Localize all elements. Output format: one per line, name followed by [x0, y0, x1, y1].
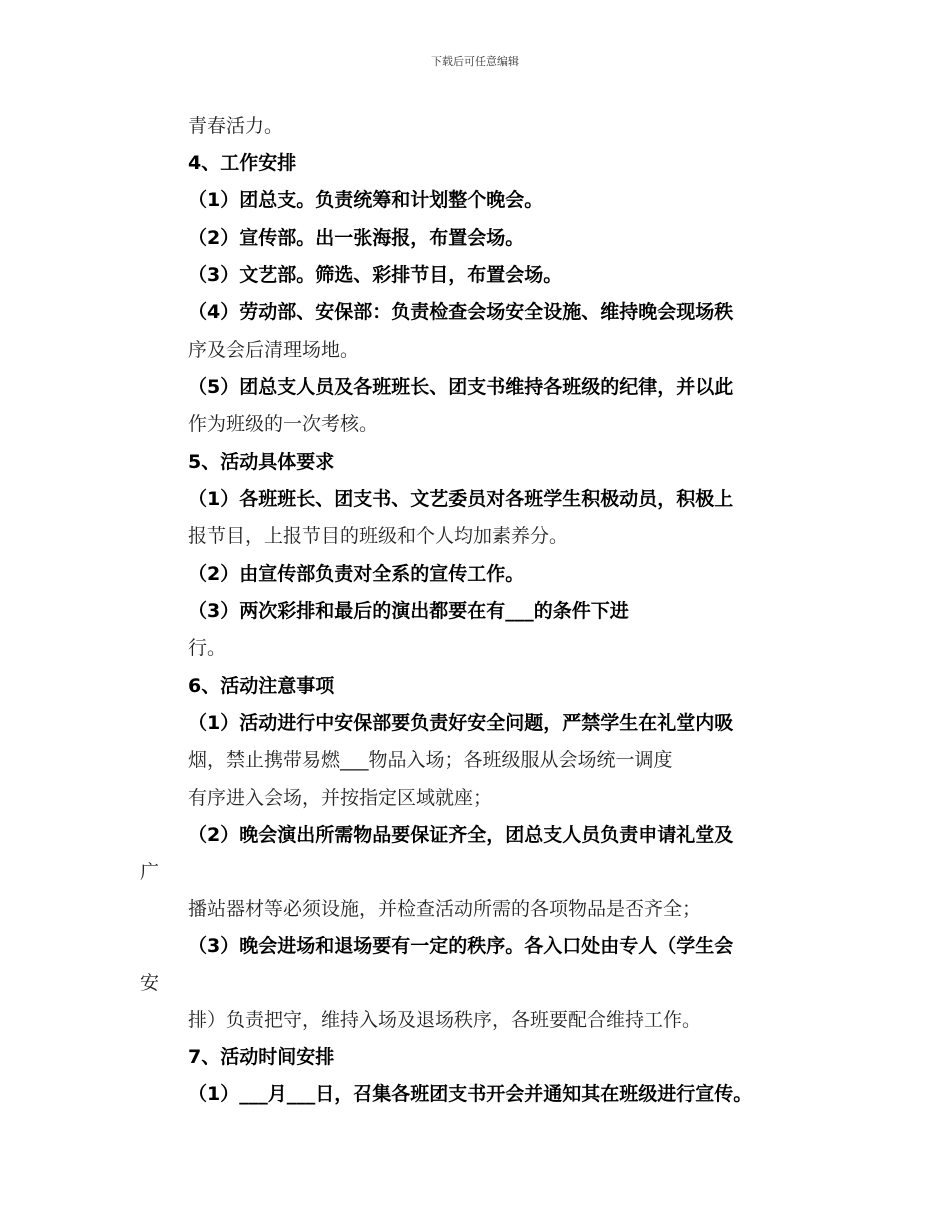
- list-item: （3）文艺部。筛选、彩排节目，布置会场。: [188, 264, 563, 286]
- body-line: 安: [140, 972, 160, 994]
- body-line: 广: [140, 861, 160, 883]
- body-line: 有序进入会场，并按指定区域就座；: [188, 787, 493, 809]
- section-heading: 7、活动时间安排: [188, 1046, 335, 1068]
- list-item: （2）晚会演出所需物品要保证齐全，团总支人员负责申请礼堂及: [188, 824, 734, 846]
- list-item: （3）晚会进场和退场要有一定的秩序。各入口处由专人（学生会: [188, 935, 734, 957]
- body-line: 青春活力。: [188, 115, 284, 137]
- body-line: 行。: [188, 637, 227, 659]
- body-line: 排）负责把守，维持入场及退场秩序，各班要配合维持工作。: [188, 1009, 702, 1031]
- list-item: （1）团总支。负责统筹和计划整个晚会。: [188, 189, 544, 211]
- body-line: 序及会后清理场地。: [188, 339, 360, 361]
- page-header: 下载后可任意编辑: [431, 55, 519, 68]
- list-item: （1）活动进行中安保部要负责好安全问题，严禁学生在礼堂内吸: [188, 712, 734, 734]
- list-item: （3）两次彩排和最后的演出都要在有___的条件下进: [188, 600, 629, 622]
- section-heading: 6、活动注意事项: [188, 675, 335, 697]
- section-heading: 5、活动具体要求: [188, 451, 335, 473]
- list-item: （4）劳动部、安保部：负责检查会场安全设施、维持晚会现场秩: [188, 301, 734, 323]
- body-line: 播站器材等必须设施，并检查活动所需的各项物品是否齐全；: [188, 898, 702, 920]
- list-item: （2）由宣传部负责对全系的宣传工作。: [188, 563, 525, 585]
- list-item: （1）___月___日，召集各班团支书开会并通知其在班级进行宣传。: [188, 1083, 753, 1105]
- list-item: （1）各班班长、团支书、文艺委员对各班学生积极动员，积极上: [188, 488, 734, 510]
- body-line: 作为班级的一次考核。: [188, 413, 379, 435]
- list-item: （5）团总支人员及各班班长、团支书维持各班级的纪律，并以此: [188, 376, 734, 398]
- list-item: （2）宣传部。出一张海报，布置会场。: [188, 227, 525, 249]
- section-heading: 4、工作安排: [188, 152, 297, 174]
- body-line: 烟，禁止携带易燃___物品入场；各班级服从会场统一调度: [188, 749, 673, 771]
- body-line: 报节目，上报节目的班级和个人均加素养分。: [188, 525, 569, 547]
